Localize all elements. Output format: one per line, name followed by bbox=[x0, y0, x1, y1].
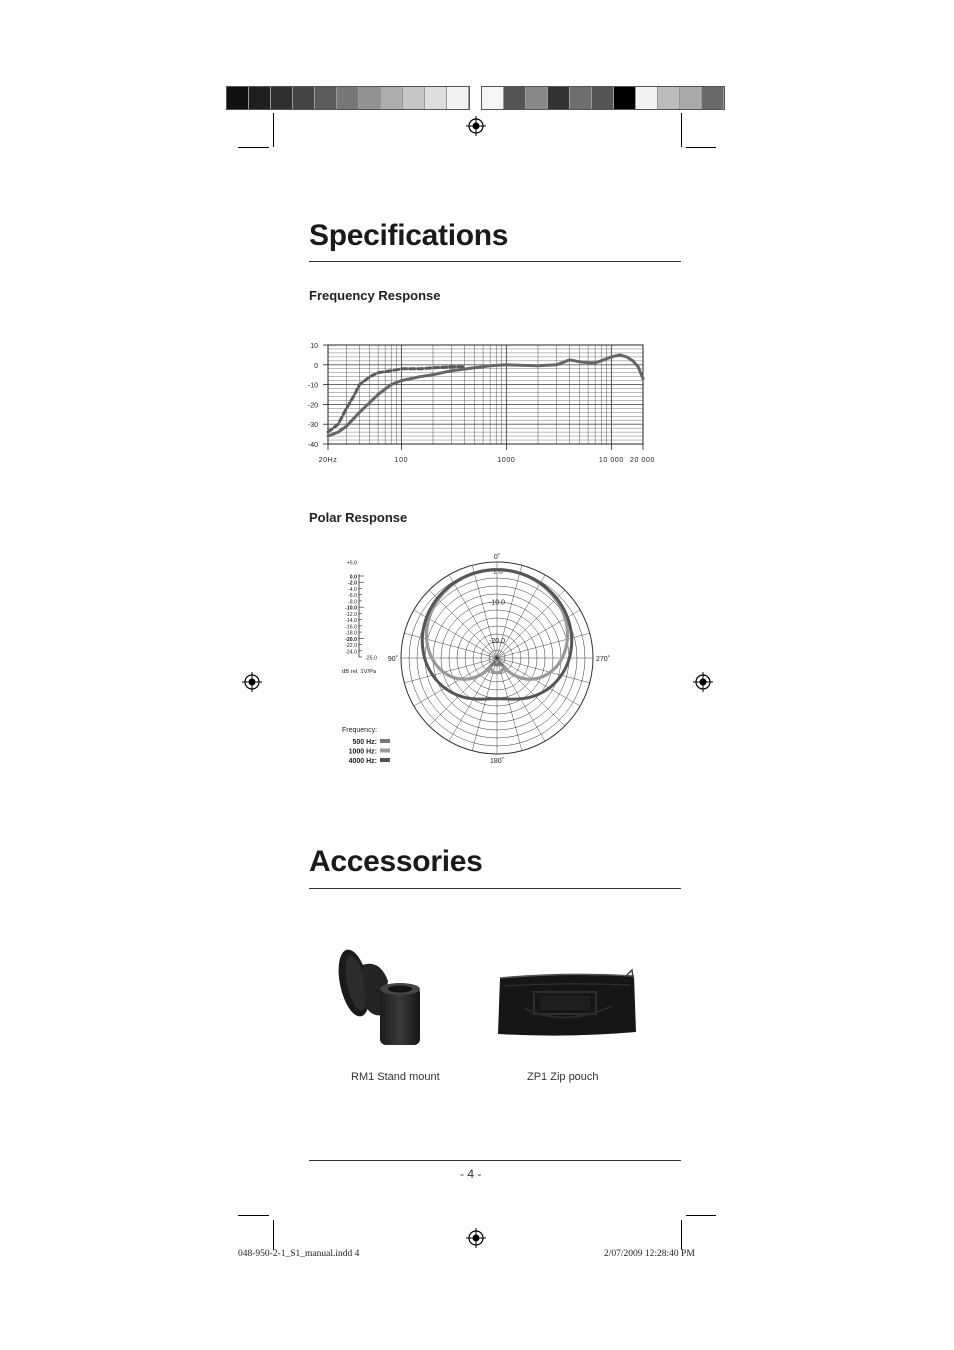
page-number: - 4 - bbox=[460, 1167, 482, 1181]
scale-label: -4.0 bbox=[348, 586, 357, 593]
y-tick-label: -30 bbox=[307, 422, 318, 430]
angle-label-270: 270˚ bbox=[596, 656, 611, 663]
y-tick-label: -20 bbox=[307, 402, 318, 410]
scale-unit-label: dB rel. 1V/Pa bbox=[342, 669, 377, 675]
x-tick-label: 100 bbox=[394, 457, 409, 464]
plot-frame bbox=[328, 345, 643, 444]
frequency-response-chart bbox=[300, 335, 670, 470]
crop-mark bbox=[681, 113, 682, 147]
registration-mark-icon bbox=[466, 1228, 486, 1248]
accessories-rule bbox=[309, 888, 681, 889]
crop-mark bbox=[273, 1220, 274, 1250]
color-swatch bbox=[381, 87, 403, 109]
ring-label: -2.0 bbox=[490, 568, 504, 576]
color-swatch bbox=[337, 87, 359, 109]
color-swatch bbox=[315, 87, 337, 109]
slug-filename: 048-950-2-1_S1_manual.indd 4 bbox=[238, 1249, 360, 1259]
color-swatch bbox=[526, 87, 548, 109]
y-tick-label: 10 bbox=[310, 343, 318, 350]
color-swatch bbox=[249, 87, 271, 109]
color-bar-right bbox=[481, 86, 725, 110]
scale-label: 0.0 bbox=[349, 574, 357, 581]
color-swatch bbox=[636, 87, 658, 109]
legend-title: Frequency: bbox=[342, 727, 378, 734]
scale-label: -20.0 bbox=[345, 636, 357, 643]
color-swatch bbox=[548, 87, 570, 109]
scale-label: +5.0 bbox=[346, 560, 357, 567]
scale-label: -18.0 bbox=[345, 630, 357, 637]
angle-label-90: 90˚ bbox=[387, 656, 398, 663]
footer-rule bbox=[309, 1160, 681, 1161]
color-swatch bbox=[403, 87, 425, 109]
y-tick-label: 0 bbox=[314, 362, 318, 370]
scale-label: -8.0 bbox=[348, 599, 357, 606]
registration-mark-icon bbox=[466, 116, 486, 136]
scale-label: -2.0 bbox=[348, 580, 357, 587]
color-swatch bbox=[482, 87, 504, 109]
crop-mark bbox=[681, 1220, 682, 1250]
color-swatch bbox=[570, 87, 592, 109]
color-swatch bbox=[425, 87, 447, 109]
legend-swatch bbox=[380, 749, 390, 753]
scale-label: -16.0 bbox=[345, 624, 357, 631]
frequency-response-title: Frequency Response bbox=[309, 288, 441, 303]
zp1-zip-pouch-image bbox=[494, 968, 639, 1043]
scale-label: -12.0 bbox=[345, 611, 357, 618]
color-swatch bbox=[592, 87, 614, 109]
chart-grid bbox=[328, 345, 643, 444]
polar-response-title: Polar Response bbox=[309, 510, 408, 525]
crop-mark bbox=[238, 1215, 269, 1216]
scale-label: -10.0 bbox=[345, 605, 357, 612]
color-swatch bbox=[359, 87, 381, 109]
legend-label: 4000 Hz: bbox=[348, 758, 377, 765]
scale-label: -14.0 bbox=[345, 618, 357, 625]
rm1-caption: RM1 Stand mount bbox=[351, 1071, 440, 1083]
scale-label: -6.0 bbox=[348, 593, 357, 600]
rm1-stand-mount-image bbox=[332, 945, 432, 1050]
color-swatch bbox=[504, 87, 526, 109]
x-tick-label: 1000 bbox=[497, 457, 516, 464]
polar-spoke bbox=[449, 575, 497, 658]
color-swatch bbox=[614, 87, 636, 109]
angle-label-0: 0˚ bbox=[493, 554, 501, 561]
color-swatch bbox=[227, 87, 249, 109]
crop-mark bbox=[686, 1215, 716, 1216]
color-swatch bbox=[680, 87, 702, 109]
scale-label: -22.0 bbox=[345, 643, 357, 650]
color-swatch bbox=[702, 87, 724, 109]
crop-mark bbox=[686, 147, 716, 148]
color-swatch bbox=[271, 87, 293, 109]
legend-label: 500 Hz: bbox=[352, 739, 377, 746]
accessories-title: Accessories bbox=[309, 845, 483, 878]
color-swatch bbox=[293, 87, 315, 109]
zp1-caption: ZP1 Zip pouch bbox=[527, 1071, 599, 1083]
legend-label: 1000 Hz: bbox=[348, 748, 377, 756]
color-swatch bbox=[447, 87, 469, 109]
x-tick-label: 10 000 bbox=[598, 457, 624, 464]
angle-label-180: 180˚ bbox=[489, 758, 505, 765]
legend-swatch bbox=[380, 758, 390, 762]
registration-mark-icon bbox=[693, 672, 713, 692]
scale-label: -24.0 bbox=[345, 649, 357, 656]
scale-label: -25.0 bbox=[365, 655, 377, 662]
registration-mark-icon bbox=[242, 672, 262, 692]
y-tick-label: -10 bbox=[307, 382, 318, 390]
color-swatch bbox=[658, 87, 680, 109]
slug-timestamp: 2/07/2009 12:28:40 PM bbox=[604, 1249, 695, 1259]
title-rule bbox=[309, 261, 681, 262]
polar-spoke bbox=[497, 575, 545, 658]
polar-grid bbox=[401, 562, 593, 754]
color-bar-left bbox=[226, 86, 470, 110]
polar-response-chart bbox=[335, 545, 625, 775]
ring-label: -10.0 bbox=[489, 599, 505, 607]
crop-mark bbox=[238, 147, 269, 148]
page-title: Specifications bbox=[309, 219, 509, 252]
ring-label: -20.0 bbox=[489, 637, 505, 645]
y-tick-label: -40 bbox=[307, 442, 318, 449]
crop-mark bbox=[273, 113, 274, 147]
x-tick-label: 20Hz bbox=[318, 457, 338, 464]
legend-swatch bbox=[380, 739, 390, 743]
x-tick-label: 20 000 bbox=[629, 457, 655, 464]
